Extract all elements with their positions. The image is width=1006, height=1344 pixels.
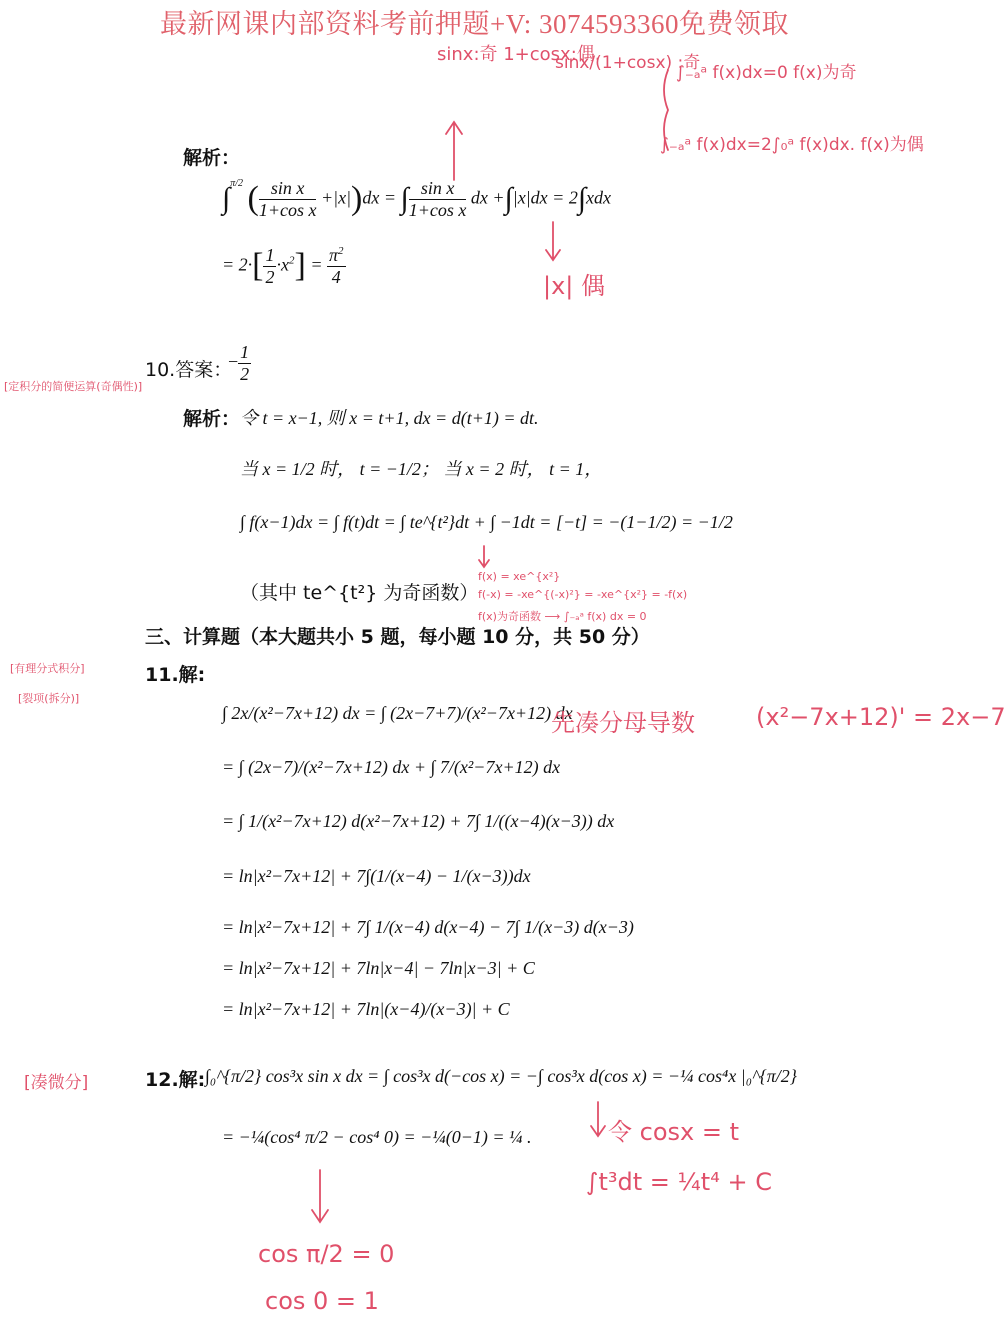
- q12-side-note: [凑微分]: [24, 1073, 89, 1093]
- q9-jiexi-label: 解析：: [183, 147, 241, 169]
- q12-line-2: = −¼(cos⁴ π/2 − cos⁴ 0) = −¼(0−1) = ¼ .: [222, 1127, 532, 1147]
- q11-step-1: ∫ 2x/(x²−7x+12) dx = ∫ (2x−7+7)/(x²−7x+12) dx: [222, 703, 573, 723]
- down-arrow-icon: [546, 222, 560, 260]
- q12-down-arrow-2-icon: [312, 1170, 328, 1222]
- q10-jiexi-label: 解析：: [183, 408, 241, 430]
- q10-handnote-1: f(x) = xe^{x²}: [478, 570, 561, 583]
- section3-heading: 三、计算题（本大题共小 5 题，每小题 10 分，共 50 分）: [145, 626, 650, 648]
- q9-note-integral-even: ∫₋ₐᵃ f(x)dx=2∫₀ᵃ f(x)dx. f(x)为偶: [660, 135, 924, 155]
- q9-equation-line1: ∫$^{\pi/2}$ ( $\frac{\text{sin x}}{\text{1+cos x}}$ +|x|)dx = ∫ $\frac{\text{sin x}}{\text{1+cos x}}$ dx +∫|x|dx = 2∫xdx: [222, 178, 612, 220]
- q10-integral: ∫ f(x−1)dx = ∫ f(t)dt = ∫ te^{t²}dt + ∫ −1dt = [−t] = −(1−1/2) = −1/2: [240, 512, 733, 532]
- q11-side-note-1: [有理分式积分]: [10, 662, 85, 675]
- q12-label: 12.解:: [145, 1069, 206, 1091]
- q12-handnote-sub: 令 cosx = t: [608, 1118, 739, 1146]
- q10-handnote-3: f(x)为奇函数 ⟶ ∫₋ₐᵃ f(x) dx = 0: [478, 610, 647, 623]
- q11-step-3: = ∫ 1/(x²−7x+12) d(x²−7x+12) + 7∫ 1/((x−4)(x−3)) dx: [222, 811, 615, 831]
- q10-handnote-2: f(-x) = -xe^{(-x)²} = -xe^{x²} = -f(x): [478, 588, 688, 601]
- q9-note-odd-even: sinx:奇 1+cosx:偶.: [437, 44, 601, 65]
- small-down-arrow-icon: [479, 546, 489, 567]
- q11-step-2: = ∫ (2x−7)/(x²−7x+12) dx + ∫ 7/(x²−7x+12) dx: [222, 757, 561, 777]
- q9-note-abs-even: |x| 偶: [543, 272, 606, 300]
- watermark-banner: 最新网课内部资料考前押题+V: 3074593360免费领取: [160, 9, 789, 39]
- q11-step-7: = ln|x²−7x+12| + 7ln|(x−4)/(x−3)| + C: [222, 999, 510, 1019]
- q12-handnote-result: ∫t³dt = ¼t⁴ + C: [586, 1168, 772, 1196]
- q10-label: 10.答案：: [145, 359, 233, 381]
- q10-answer: − $\frac{1}{2}$: [228, 342, 250, 384]
- q10-remark: （其中 te^{t²} 为奇函数）: [240, 582, 479, 604]
- q12-handnote-cos2: cos 0 = 1: [265, 1287, 379, 1315]
- q12-down-arrow-icon: [591, 1102, 605, 1136]
- q11-step-5: = ln|x²−7x+12| + 7∫ 1/(x−4) d(x−4) − 7∫ 1/(x−3) d(x−3): [222, 917, 634, 937]
- q11-label: 11.解:: [145, 664, 206, 686]
- q11-handnote-deriv: (x²−7x+12)' = 2x−7: [756, 703, 1006, 731]
- q10-side-note: [定积分的简便运算(奇偶性)]: [4, 380, 143, 393]
- q9-note-integral-odd: ∫₋ₐᵃ f(x)dx=0 f(x)为奇: [676, 63, 857, 83]
- q11-handnote: 先凑分母导数: [551, 709, 695, 737]
- q10-bounds: 当 x = 1/2 时， t = −1/2； 当 x = 2 时， t = 1，: [240, 459, 603, 479]
- q11-step-4: = ln|x²−7x+12| + 7∫(1/(x−4) − 1/(x−3))dx: [222, 866, 531, 886]
- q12-line-1: ∫₀^{π/2} cos³x sin x dx = ∫ cos³x d(−cos x) = −∫ cos³x d(cos x) = −¼ cos⁴x |₀^{π/2}: [205, 1066, 797, 1086]
- q11-side-note-2: [裂项(拆分)]: [18, 692, 80, 705]
- left-brace-icon: [664, 70, 668, 150]
- q9-equation-line2: = 2·[ $\frac{1}{2}$ $\cdot x^2$] = $\frac{\pi^2}{4}$: [222, 245, 344, 287]
- q9-note-fraction-odd: sinx/(1+cosx) :奇: [555, 53, 701, 73]
- q12-handnote-cos1: cos π/2 = 0: [258, 1240, 395, 1268]
- q11-step-6: = ln|x²−7x+12| + 7ln|x−4| − 7ln|x−3| + C: [222, 958, 535, 978]
- up-arrow-icon: [446, 122, 462, 180]
- q10-substitution: 令 t = x−1, 则 x = t+1, dx = d(t+1) = dt.: [240, 408, 539, 428]
